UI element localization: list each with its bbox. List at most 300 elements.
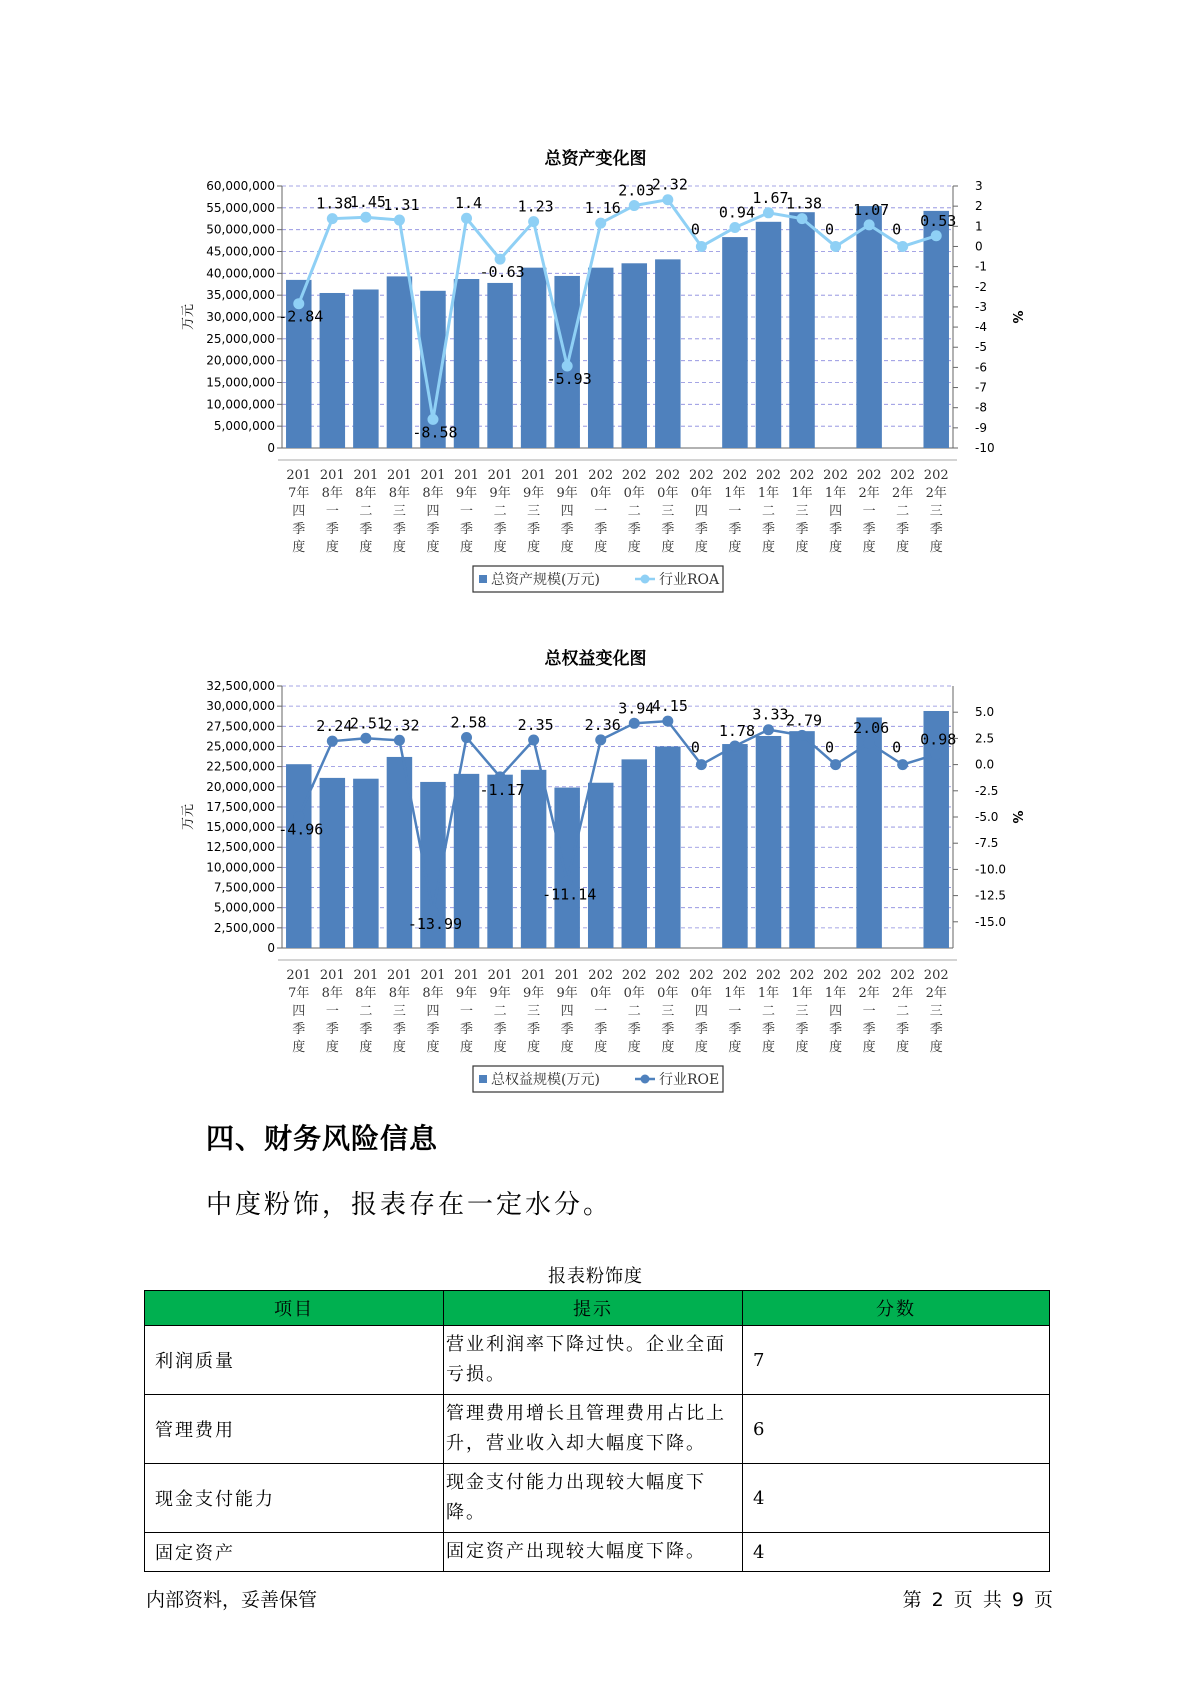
data-label: 0.98 bbox=[920, 730, 957, 749]
svg-text:202: 202 bbox=[856, 968, 882, 983]
x-tick-label bbox=[387, 968, 412, 1055]
svg-text:季: 季 bbox=[627, 522, 641, 537]
line-point bbox=[662, 194, 673, 205]
data-label: 1.16 bbox=[584, 199, 621, 218]
data-label: 0 bbox=[825, 220, 835, 239]
svg-text:度: 度 bbox=[392, 1040, 406, 1055]
line-point bbox=[461, 732, 472, 743]
svg-text:1年: 1年 bbox=[791, 986, 813, 1001]
bar bbox=[521, 268, 546, 448]
svg-text:季: 季 bbox=[896, 522, 910, 537]
bar bbox=[320, 293, 345, 448]
x-tick-label bbox=[454, 968, 479, 1055]
svg-text:季: 季 bbox=[694, 1022, 708, 1037]
x-tick-label bbox=[353, 968, 378, 1055]
x-tick-label bbox=[756, 968, 781, 1055]
bar bbox=[856, 717, 881, 948]
row-score: 4 bbox=[743, 1464, 1050, 1533]
chart-legend bbox=[473, 1066, 723, 1092]
svg-text:2年: 2年 bbox=[925, 986, 947, 1001]
svg-text:季: 季 bbox=[493, 522, 507, 537]
svg-text:202: 202 bbox=[588, 968, 614, 983]
svg-text:季: 季 bbox=[392, 1022, 406, 1037]
svg-text:202: 202 bbox=[722, 468, 748, 483]
line-point bbox=[528, 216, 539, 227]
svg-text:2年: 2年 bbox=[858, 986, 880, 1001]
table-row bbox=[145, 1464, 1050, 1533]
svg-text:一: 一 bbox=[325, 1004, 339, 1019]
svg-text:9年: 9年 bbox=[489, 486, 511, 501]
data-label: 1.45 bbox=[349, 193, 386, 212]
svg-text:度: 度 bbox=[560, 540, 574, 555]
svg-text:度: 度 bbox=[493, 540, 507, 555]
x-tick-label bbox=[521, 968, 546, 1055]
svg-text:三: 三 bbox=[392, 1004, 406, 1019]
line-point bbox=[696, 759, 707, 770]
svg-text:季: 季 bbox=[325, 1022, 339, 1037]
svg-text:季: 季 bbox=[795, 1022, 809, 1037]
bar bbox=[856, 206, 881, 448]
svg-text:三: 三 bbox=[929, 504, 943, 519]
y2-tick-label: -8 bbox=[975, 400, 987, 415]
y-tick-label: 0 bbox=[267, 441, 275, 455]
x-tick-label bbox=[790, 968, 815, 1055]
header-item: 项目 bbox=[145, 1291, 444, 1326]
line-point bbox=[864, 738, 875, 749]
svg-text:一: 一 bbox=[325, 504, 339, 519]
data-label: -4.96 bbox=[278, 820, 324, 839]
y-tick-label: 7,500,000 bbox=[213, 880, 275, 895]
row-score: 7 bbox=[743, 1326, 1050, 1395]
data-label: 1.78 bbox=[718, 721, 755, 740]
row-item: 利润质量 bbox=[145, 1326, 444, 1395]
row-hint: 营业利润率下降过快。企业全面亏损。 bbox=[444, 1326, 743, 1395]
data-label: 3.94 bbox=[618, 699, 655, 718]
line-point bbox=[696, 241, 707, 252]
data-label: 1.67 bbox=[752, 188, 789, 207]
line-point bbox=[729, 222, 740, 233]
bar bbox=[756, 736, 781, 948]
data-label: 1.38 bbox=[785, 194, 823, 213]
svg-text:202: 202 bbox=[722, 968, 748, 983]
svg-text:度: 度 bbox=[594, 1040, 608, 1055]
line-point bbox=[629, 200, 640, 211]
svg-text:度: 度 bbox=[392, 540, 406, 555]
y2-tick-label: -10.0 bbox=[975, 862, 1007, 877]
svg-text:1年: 1年 bbox=[724, 986, 746, 1001]
line-point bbox=[729, 740, 740, 751]
row-score: 4 bbox=[743, 1533, 1050, 1572]
y-axis-label: 万元 bbox=[181, 803, 196, 831]
svg-text:二: 二 bbox=[493, 504, 507, 519]
y2-tick-label: 0 bbox=[975, 239, 983, 254]
svg-text:三: 三 bbox=[929, 1004, 943, 1019]
x-tick-label bbox=[454, 468, 479, 555]
x-tick-label bbox=[924, 968, 949, 1055]
x-tick-label bbox=[622, 468, 647, 555]
data-label: 2.79 bbox=[785, 711, 823, 730]
bar bbox=[722, 744, 747, 948]
y-tick-label: 15,000,000 bbox=[206, 820, 275, 835]
svg-text:二: 二 bbox=[896, 504, 910, 519]
svg-text:度: 度 bbox=[594, 540, 608, 555]
data-label: 1.23 bbox=[517, 197, 554, 216]
svg-text:四: 四 bbox=[292, 1004, 306, 1019]
y2-tick-label: -12.5 bbox=[975, 888, 1007, 903]
svg-text:201: 201 bbox=[319, 468, 345, 483]
legend-line-marker bbox=[641, 1075, 650, 1084]
svg-text:四: 四 bbox=[426, 1004, 440, 1019]
x-tick-label bbox=[689, 468, 714, 555]
svg-text:1年: 1年 bbox=[791, 486, 813, 501]
svg-text:度: 度 bbox=[560, 1040, 574, 1055]
line-point bbox=[595, 218, 606, 229]
y-tick-label: 45,000,000 bbox=[206, 244, 275, 259]
x-tick-label bbox=[421, 468, 446, 555]
svg-text:2年: 2年 bbox=[892, 986, 914, 1001]
line-point bbox=[595, 734, 606, 745]
line-point bbox=[629, 718, 640, 729]
svg-text:度: 度 bbox=[929, 540, 943, 555]
svg-text:202: 202 bbox=[756, 968, 781, 983]
svg-text:四: 四 bbox=[694, 1004, 708, 1019]
bar bbox=[622, 759, 647, 948]
y-tick-label: 25,000,000 bbox=[206, 331, 275, 346]
svg-text:0年: 0年 bbox=[657, 986, 679, 1001]
y2-tick-label: -6 bbox=[975, 360, 987, 375]
y-tick-label: 32,500,000 bbox=[206, 679, 275, 693]
svg-text:201: 201 bbox=[387, 468, 412, 483]
y-tick-label: 55,000,000 bbox=[206, 200, 275, 215]
section-heading: 四、财务风险信息 bbox=[206, 1122, 439, 1155]
svg-text:202: 202 bbox=[890, 968, 916, 983]
data-label: 4.15 bbox=[651, 697, 688, 716]
line-point bbox=[897, 241, 908, 252]
line-point bbox=[327, 736, 338, 747]
legend-bar-swatch bbox=[479, 575, 487, 583]
svg-text:202: 202 bbox=[655, 968, 681, 983]
line-point bbox=[394, 735, 405, 746]
x-tick-label bbox=[790, 468, 815, 555]
y-tick-label: 30,000,000 bbox=[206, 310, 275, 324]
svg-text:一: 一 bbox=[862, 504, 876, 519]
x-tick-label bbox=[823, 468, 848, 555]
line-point bbox=[931, 230, 942, 241]
data-label: 2.24 bbox=[316, 717, 353, 736]
data-label: 0 bbox=[690, 220, 700, 239]
y-tick-label: 20,000,000 bbox=[206, 353, 275, 368]
bar bbox=[353, 779, 378, 948]
svg-text:季: 季 bbox=[527, 1022, 541, 1037]
x-tick-label bbox=[857, 468, 882, 555]
total-assets-chart bbox=[0, 175, 1191, 598]
line-point bbox=[662, 716, 673, 727]
y-tick-label: 25,000,000 bbox=[206, 739, 275, 754]
svg-text:季: 季 bbox=[728, 1022, 742, 1037]
svg-text:1年: 1年 bbox=[824, 986, 847, 1001]
svg-text:二: 二 bbox=[761, 1004, 775, 1019]
y-tick-label: 5,000,000 bbox=[213, 900, 275, 915]
x-tick-label bbox=[320, 468, 345, 555]
svg-text:季: 季 bbox=[359, 1022, 373, 1037]
x-tick-label bbox=[890, 468, 915, 555]
svg-text:季: 季 bbox=[862, 522, 876, 537]
data-label: -5.93 bbox=[546, 369, 592, 388]
line-point bbox=[830, 759, 841, 770]
svg-text:8年: 8年 bbox=[321, 486, 343, 501]
bar bbox=[923, 211, 948, 448]
y-tick-label: 27,500,000 bbox=[206, 719, 275, 734]
svg-text:三: 三 bbox=[392, 504, 406, 519]
svg-text:201: 201 bbox=[521, 468, 547, 483]
x-tick-label bbox=[689, 968, 714, 1055]
svg-text:季: 季 bbox=[527, 522, 541, 537]
data-label: -13.99 bbox=[407, 915, 463, 934]
svg-text:四: 四 bbox=[694, 504, 708, 519]
equity-chart-title: 总权益变化图 bbox=[544, 649, 647, 669]
svg-text:二: 二 bbox=[627, 1004, 641, 1019]
svg-text:三: 三 bbox=[527, 1004, 541, 1019]
svg-text:8年: 8年 bbox=[355, 486, 377, 501]
row-item: 现金支付能力 bbox=[145, 1464, 444, 1533]
svg-text:季: 季 bbox=[929, 1022, 943, 1037]
data-label: 0 bbox=[825, 738, 835, 757]
svg-text:季: 季 bbox=[694, 522, 708, 537]
svg-text:度: 度 bbox=[728, 1040, 742, 1055]
x-tick-label bbox=[655, 468, 680, 555]
x-tick-label bbox=[286, 968, 311, 1055]
svg-text:一: 一 bbox=[862, 1004, 876, 1019]
svg-text:三: 三 bbox=[661, 504, 675, 519]
data-label: 0 bbox=[892, 220, 902, 239]
svg-text:2年: 2年 bbox=[892, 486, 914, 501]
svg-text:季: 季 bbox=[661, 1022, 675, 1037]
svg-text:季: 季 bbox=[829, 522, 843, 537]
line-point bbox=[864, 219, 875, 230]
y-tick-label: 5,000,000 bbox=[213, 419, 275, 434]
svg-text:季: 季 bbox=[292, 522, 306, 537]
bar bbox=[756, 222, 781, 448]
svg-text:201: 201 bbox=[554, 968, 580, 983]
data-label: 1.4 bbox=[454, 194, 483, 213]
svg-text:201: 201 bbox=[454, 468, 479, 483]
svg-text:季: 季 bbox=[627, 1022, 641, 1037]
svg-text:季: 季 bbox=[426, 522, 440, 537]
table-row bbox=[145, 1533, 1050, 1572]
svg-text:8年: 8年 bbox=[388, 486, 411, 501]
x-tick-label bbox=[521, 468, 546, 555]
data-label: -2.84 bbox=[278, 307, 324, 326]
data-label: -11.14 bbox=[542, 885, 597, 904]
svg-text:度: 度 bbox=[929, 1040, 943, 1055]
row-hint: 管理费用增长且管理费用占比上升，营业收入却大幅度下降。 bbox=[444, 1395, 743, 1464]
svg-text:季: 季 bbox=[594, 1022, 608, 1037]
svg-text:0年: 0年 bbox=[690, 486, 713, 501]
svg-text:202: 202 bbox=[588, 468, 614, 483]
svg-text:201: 201 bbox=[487, 968, 513, 983]
y-tick-label: 20,000,000 bbox=[206, 779, 275, 794]
svg-text:度: 度 bbox=[460, 1040, 474, 1055]
svg-text:季: 季 bbox=[761, 522, 775, 537]
svg-text:201: 201 bbox=[319, 968, 345, 983]
svg-text:四: 四 bbox=[829, 504, 843, 519]
risk-table bbox=[144, 1290, 1050, 1572]
svg-text:202: 202 bbox=[923, 468, 949, 483]
svg-text:0年: 0年 bbox=[590, 486, 612, 501]
svg-text:202: 202 bbox=[621, 468, 647, 483]
bar bbox=[554, 788, 579, 948]
bar bbox=[487, 283, 512, 448]
x-tick-label bbox=[890, 968, 915, 1055]
y-tick-label: 60,000,000 bbox=[206, 179, 275, 193]
y2-tick-label: 0.0 bbox=[975, 757, 995, 772]
svg-text:2年: 2年 bbox=[925, 486, 947, 501]
legend-bar-label: 总资产规模(万元) bbox=[491, 572, 600, 588]
y-tick-label: 35,000,000 bbox=[206, 288, 275, 303]
svg-text:季: 季 bbox=[359, 522, 373, 537]
svg-text:度: 度 bbox=[292, 1040, 306, 1055]
svg-text:度: 度 bbox=[761, 540, 775, 555]
y2-tick-label: 3 bbox=[975, 179, 983, 193]
svg-text:季: 季 bbox=[560, 522, 574, 537]
svg-text:度: 度 bbox=[359, 540, 373, 555]
y-tick-label: 10,000,000 bbox=[206, 397, 275, 412]
y-tick-label: 30,000,000 bbox=[206, 699, 275, 714]
svg-text:季: 季 bbox=[795, 522, 809, 537]
svg-text:201: 201 bbox=[521, 968, 547, 983]
row-item: 固定资产 bbox=[145, 1533, 444, 1572]
svg-text:0年: 0年 bbox=[657, 486, 679, 501]
x-tick-label bbox=[924, 468, 949, 555]
total-equity-chart bbox=[0, 678, 1191, 1098]
y-tick-label: 17,500,000 bbox=[206, 799, 275, 814]
y2-tick-label: -5.0 bbox=[975, 810, 999, 824]
svg-text:202: 202 bbox=[789, 468, 815, 483]
x-tick-label bbox=[723, 468, 748, 555]
svg-text:9年: 9年 bbox=[522, 486, 545, 501]
bar bbox=[353, 289, 378, 448]
line-point bbox=[360, 212, 371, 223]
svg-text:0年: 0年 bbox=[623, 486, 645, 501]
svg-text:9年: 9年 bbox=[455, 486, 478, 501]
y-tick-label: 15,000,000 bbox=[206, 375, 275, 390]
y-tick-label: 12,500,000 bbox=[206, 840, 275, 855]
svg-text:一: 一 bbox=[728, 1004, 742, 1019]
x-tick-label bbox=[588, 968, 613, 1055]
svg-text:三: 三 bbox=[661, 1004, 675, 1019]
svg-text:三: 三 bbox=[795, 504, 809, 519]
svg-text:202: 202 bbox=[688, 968, 714, 983]
svg-text:一: 一 bbox=[460, 504, 474, 519]
svg-text:度: 度 bbox=[795, 1040, 809, 1055]
svg-text:四: 四 bbox=[426, 504, 440, 519]
svg-text:9年: 9年 bbox=[489, 986, 511, 1001]
svg-text:季: 季 bbox=[392, 522, 406, 537]
y-axis-label: 万元 bbox=[181, 303, 196, 331]
svg-text:季: 季 bbox=[426, 1022, 440, 1037]
svg-text:一: 一 bbox=[728, 504, 742, 519]
svg-text:202: 202 bbox=[923, 968, 949, 983]
svg-text:2年: 2年 bbox=[858, 486, 880, 501]
y2-axis-label: % bbox=[1009, 810, 1024, 824]
bar bbox=[588, 783, 613, 948]
svg-text:202: 202 bbox=[890, 468, 916, 483]
svg-text:0年: 0年 bbox=[690, 986, 713, 1001]
svg-text:度: 度 bbox=[292, 540, 306, 555]
svg-text:季: 季 bbox=[661, 522, 675, 537]
data-label: 2.36 bbox=[584, 715, 621, 734]
footer-confidential: 内部资料，妥善保管 bbox=[146, 1589, 318, 1611]
y2-tick-label: -7 bbox=[975, 380, 987, 395]
bar bbox=[387, 276, 412, 448]
svg-text:度: 度 bbox=[359, 1040, 373, 1055]
legend-line-marker bbox=[641, 575, 650, 584]
data-label: 2.58 bbox=[450, 713, 487, 732]
svg-text:度: 度 bbox=[694, 1040, 708, 1055]
svg-text:二: 二 bbox=[359, 504, 373, 519]
svg-text:201: 201 bbox=[286, 468, 312, 483]
svg-text:度: 度 bbox=[829, 1040, 843, 1055]
svg-text:8年: 8年 bbox=[422, 486, 444, 501]
table-row bbox=[145, 1326, 1050, 1395]
line-point bbox=[394, 215, 405, 226]
svg-text:度: 度 bbox=[527, 540, 541, 555]
row-score: 6 bbox=[743, 1395, 1050, 1464]
line-point bbox=[528, 734, 539, 745]
x-tick-label bbox=[857, 968, 882, 1055]
header-hint: 提示 bbox=[444, 1291, 743, 1326]
svg-text:四: 四 bbox=[292, 504, 306, 519]
svg-text:度: 度 bbox=[795, 540, 809, 555]
y2-tick-label: -5 bbox=[975, 340, 987, 355]
x-tick-label bbox=[723, 968, 748, 1055]
x-tick-label bbox=[421, 968, 446, 1055]
svg-text:201: 201 bbox=[286, 968, 312, 983]
y2-tick-label: 2 bbox=[975, 199, 983, 214]
chart-legend bbox=[473, 566, 723, 592]
bar bbox=[655, 746, 680, 948]
legend-bar-swatch bbox=[479, 1075, 487, 1083]
bar bbox=[454, 279, 479, 448]
svg-text:度: 度 bbox=[862, 540, 876, 555]
svg-text:度: 度 bbox=[896, 540, 910, 555]
svg-text:8年: 8年 bbox=[388, 986, 411, 1001]
line-point bbox=[360, 733, 371, 744]
bar bbox=[655, 259, 680, 448]
x-tick-label bbox=[555, 968, 580, 1055]
svg-text:1年: 1年 bbox=[824, 486, 847, 501]
line-point bbox=[797, 730, 808, 741]
svg-text:度: 度 bbox=[493, 1040, 507, 1055]
data-label: 2.35 bbox=[517, 715, 554, 734]
svg-text:季: 季 bbox=[325, 522, 339, 537]
svg-text:201: 201 bbox=[420, 468, 446, 483]
svg-text:四: 四 bbox=[829, 1004, 843, 1019]
svg-text:202: 202 bbox=[823, 468, 848, 483]
svg-text:9年: 9年 bbox=[455, 986, 478, 1001]
svg-text:202: 202 bbox=[756, 468, 781, 483]
svg-text:季: 季 bbox=[929, 522, 943, 537]
svg-text:季: 季 bbox=[460, 522, 474, 537]
bar bbox=[320, 778, 345, 948]
svg-text:7年: 7年 bbox=[288, 486, 310, 501]
y-tick-label: 50,000,000 bbox=[206, 222, 275, 237]
bar bbox=[622, 263, 647, 448]
y-tick-label: 22,500,000 bbox=[206, 759, 275, 774]
line-point bbox=[931, 749, 942, 760]
line-point bbox=[763, 207, 774, 218]
data-label: 0.53 bbox=[920, 211, 957, 230]
